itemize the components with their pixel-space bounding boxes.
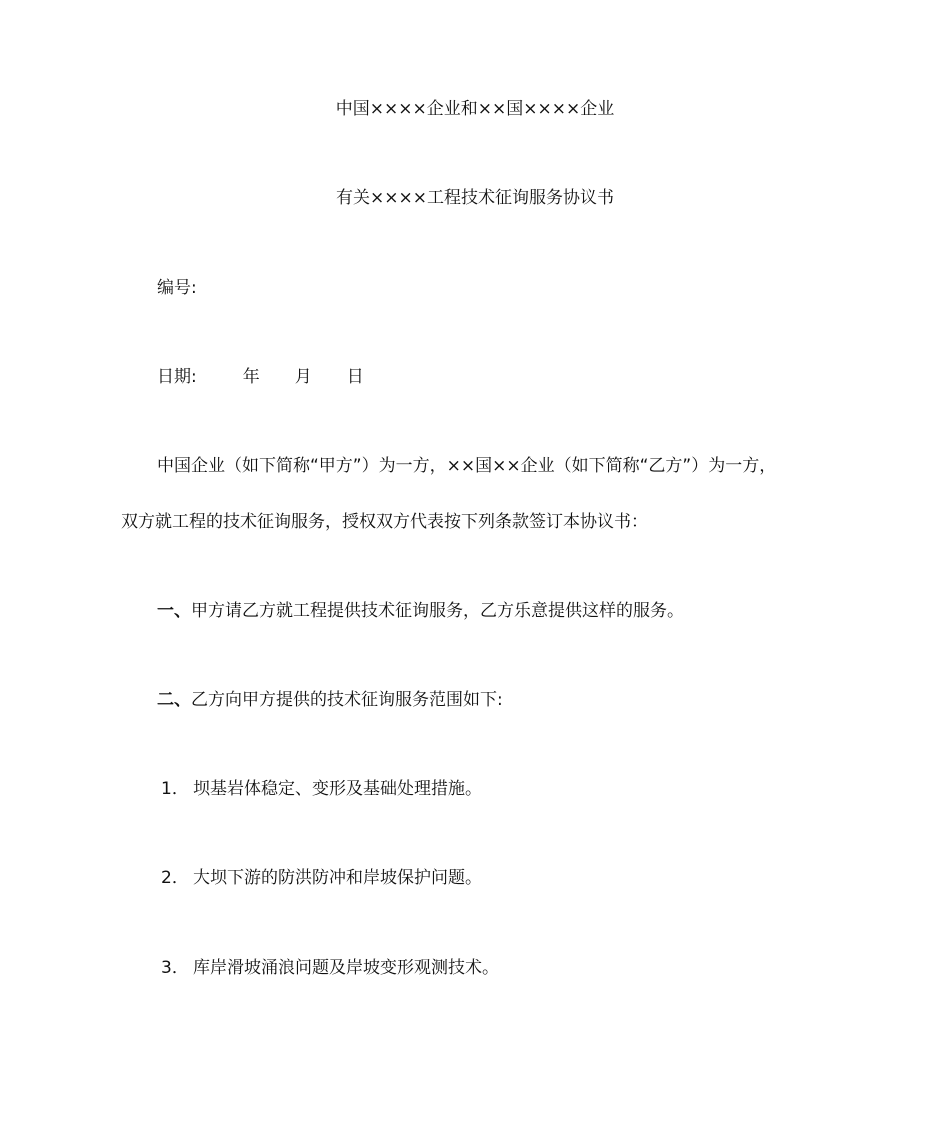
clause-2-text: 乙方向甲方提供的技术征询服务范围如下: bbox=[191, 690, 503, 710]
date-day: 日 bbox=[346, 367, 364, 387]
list-item-number: 3． bbox=[161, 958, 189, 978]
intro-line-1: 中国企业（如下简称“甲方”）为一方，××国××企业（如下简称“乙方”）为一方， bbox=[157, 456, 777, 476]
list-item-text: 大坝下游的防洪防冲和岸坡保护问题。 bbox=[193, 868, 482, 888]
date-month: 月 bbox=[294, 367, 312, 387]
clause-2-lead: 二、 bbox=[157, 690, 191, 710]
title-line-1: 中国××××企业和××国××××企业 bbox=[335, 99, 615, 119]
title-line-2: 有关××××工程技术征询服务协议书 bbox=[336, 188, 614, 208]
list-item bbox=[157, 867, 482, 889]
clause-2 bbox=[157, 689, 503, 711]
list-item-text: 坝基岩体稳定、变形及基础处理措施。 bbox=[193, 779, 482, 799]
clause-1-lead: 一、 bbox=[157, 601, 191, 621]
date-label: 日期: bbox=[157, 367, 197, 387]
list-item-number: 2． bbox=[161, 868, 189, 888]
intro-line-2: 双方就工程的技术征询服务，授权双方代表按下列条款签订本协议书： bbox=[121, 512, 648, 532]
list-item bbox=[157, 957, 499, 979]
date-year: 年 bbox=[242, 367, 260, 387]
list-item-text: 库岸滑坡涌浪问题及岸坡变形观测技术。 bbox=[193, 958, 499, 978]
date-line bbox=[157, 366, 364, 388]
clause-1-text: 甲方请乙方就工程提供技术征询服务，乙方乐意提供这样的服务。 bbox=[191, 601, 684, 621]
number-label: 编号: bbox=[157, 278, 197, 298]
list-item-number: 1． bbox=[161, 779, 189, 799]
clause-1 bbox=[157, 600, 684, 622]
list-item bbox=[157, 778, 482, 800]
